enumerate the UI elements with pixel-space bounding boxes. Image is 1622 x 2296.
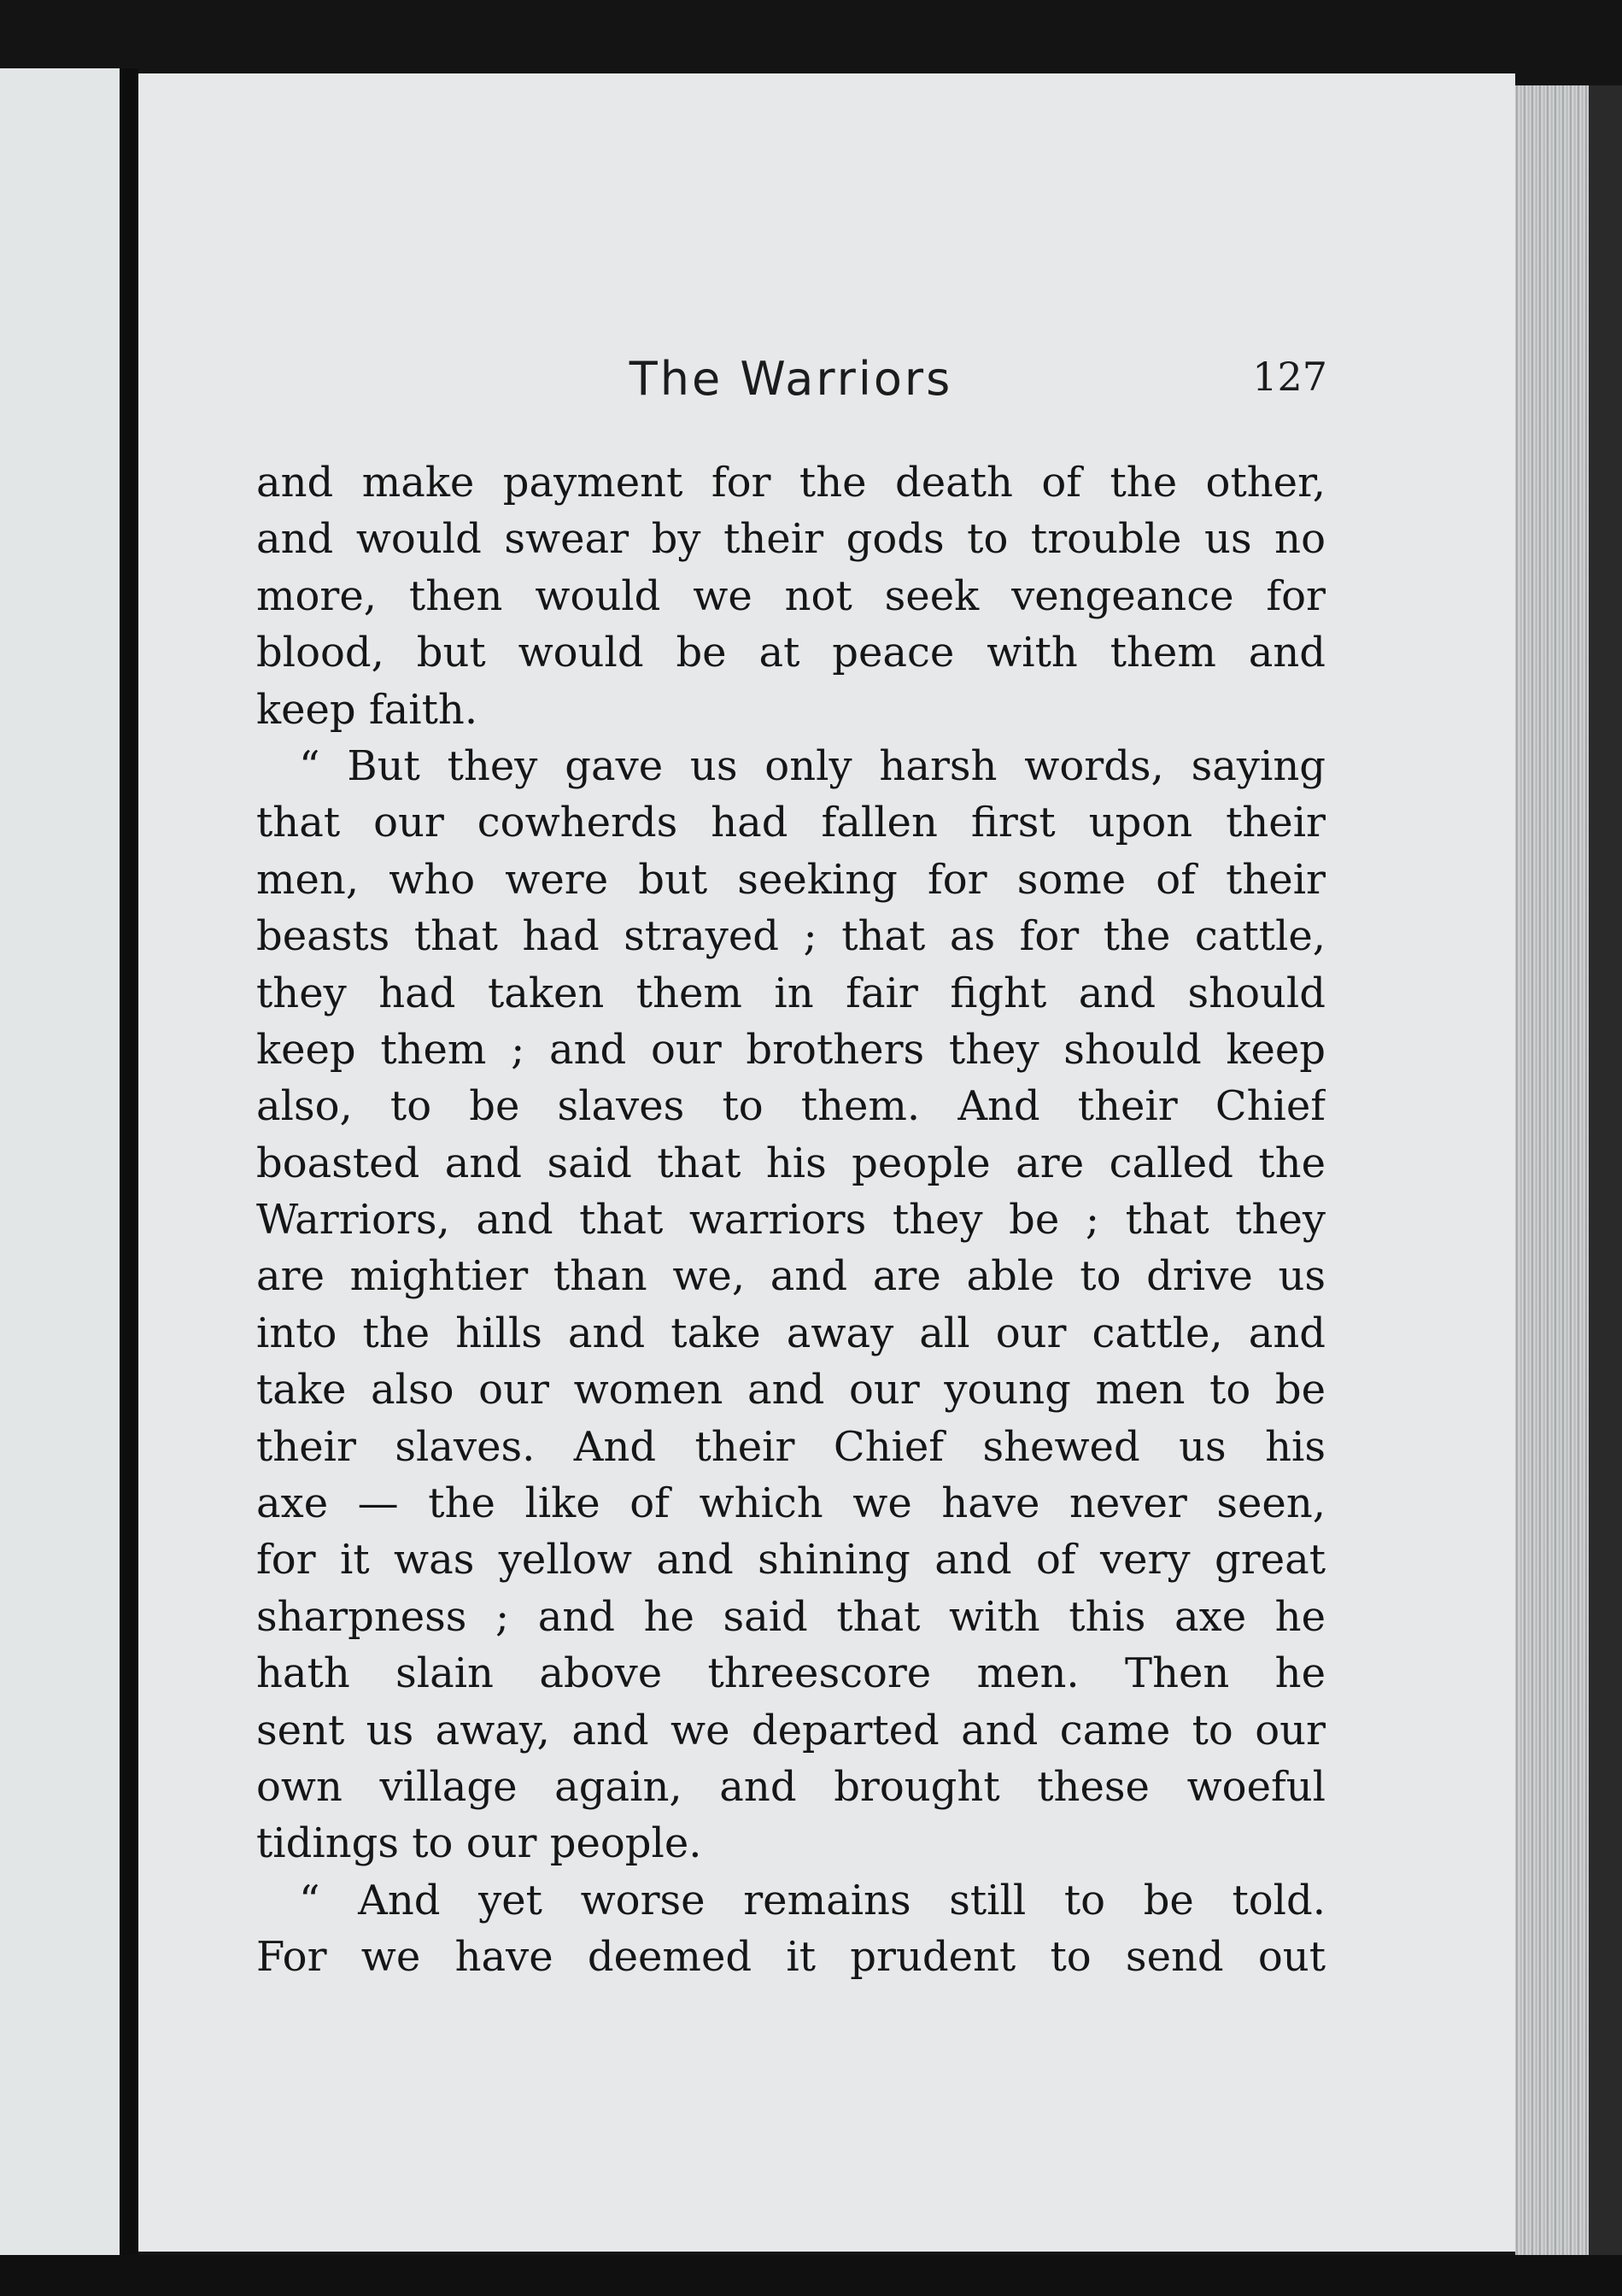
page-stack-edge bbox=[1515, 85, 1589, 2255]
text-line: sent us away, and we departed and came to our bbox=[256, 1706, 1326, 1754]
facing-page-edge bbox=[0, 68, 120, 2255]
running-title: The Warriors bbox=[629, 352, 953, 406]
text-line: that our cowherds had fallen first upon their bbox=[256, 799, 1326, 847]
text-line: For we have deemed it prudent to send out bbox=[256, 1933, 1326, 1982]
text-line: are mightier than we, and are able to drive us bbox=[256, 1252, 1326, 1301]
body-text bbox=[256, 454, 1326, 1986]
text-line: own village again, and brought these woeful bbox=[256, 1762, 1326, 1811]
text-line: for it was yellow and shining and of very great bbox=[256, 1536, 1326, 1584]
text-line: also, to be slaves to them. And their Chief bbox=[256, 1082, 1326, 1131]
page-number: 127 bbox=[1252, 354, 1327, 400]
text-line: and make payment for the death of the other, bbox=[256, 459, 1326, 507]
text-line: “ But they gave us only harsh words, saying bbox=[299, 741, 1326, 790]
text-line: their slaves. And their Chief shewed us his bbox=[256, 1422, 1326, 1471]
text-line: Warriors, and that warriors they be ; that they bbox=[256, 1196, 1326, 1245]
scan-border-right bbox=[1589, 85, 1622, 2255]
text-line: “ And yet worse remains still to be told. bbox=[299, 1876, 1326, 1924]
text-line: and would swear by their gods to trouble us no bbox=[256, 515, 1326, 564]
text-line: more, then would we not seek vengeance for bbox=[256, 571, 1326, 620]
text-line: axe — the like of which we have never seen, bbox=[256, 1479, 1326, 1528]
text-line: hath slain above threescore men. Then he bbox=[256, 1649, 1326, 1698]
text-line: keep them ; and our brothers they should keep bbox=[256, 1025, 1326, 1074]
text-line: into the hills and take away all our cattle, and bbox=[256, 1309, 1326, 1357]
text-line: take also our women and our young men to be bbox=[256, 1366, 1326, 1414]
text-line: keep faith. bbox=[256, 685, 478, 734]
text-line: sharpness ; and he said that with this axe he bbox=[256, 1592, 1326, 1641]
text-line: they had taken them in fair fight and should bbox=[256, 969, 1326, 1017]
running-head bbox=[256, 352, 1326, 420]
book-gutter bbox=[120, 68, 138, 2255]
text-line: men, who were but seeking for some of their bbox=[256, 855, 1326, 904]
text-line: tidings to our people. bbox=[256, 1819, 702, 1868]
text-line: blood, but would be at peace with them and bbox=[256, 629, 1326, 677]
scan-border-bottom bbox=[0, 2255, 1622, 2296]
text-line: boasted and said that his people are called the bbox=[256, 1139, 1326, 1187]
text-line: beasts that had strayed ; that as for the cattle, bbox=[256, 912, 1326, 961]
